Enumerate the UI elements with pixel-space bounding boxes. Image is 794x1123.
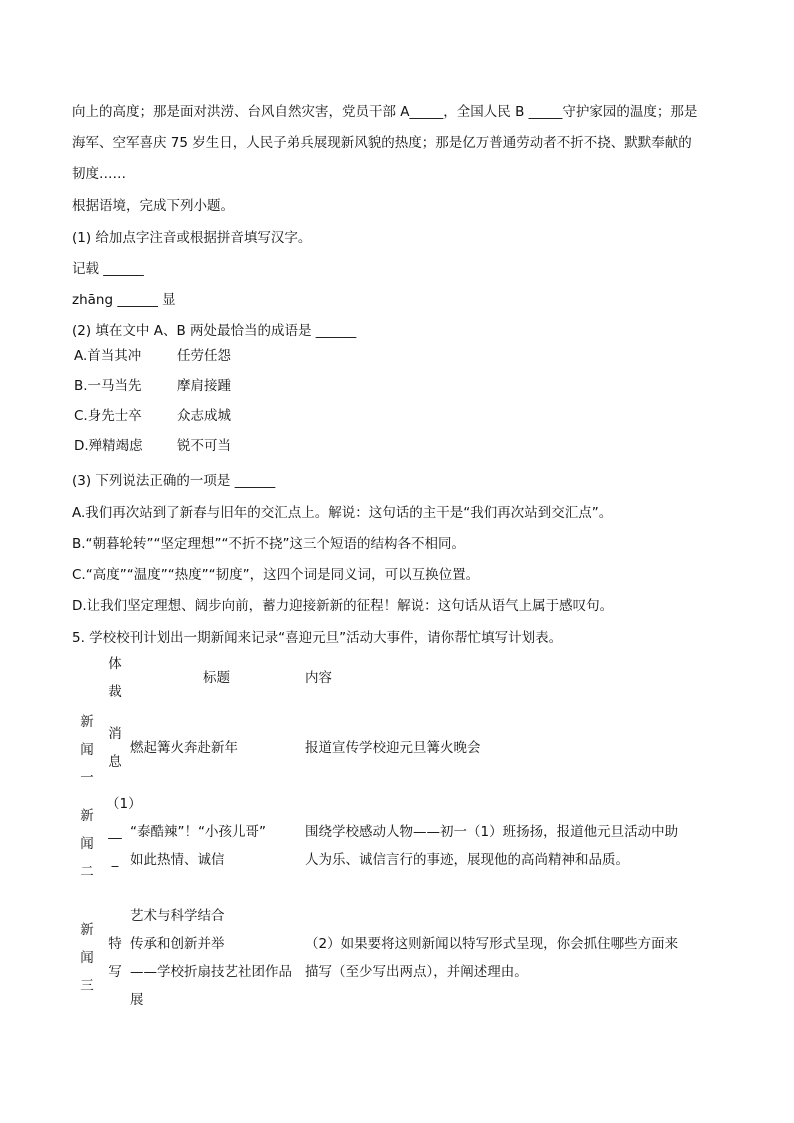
- q3-option-b: B.“朝暮轮转”“坚定理想”“不折不挠”这三个短语的结构各不相同。: [72, 536, 466, 552]
- row-genre-2: （1）___: [106, 796, 142, 868]
- row-label-1: 新闻一: [80, 714, 94, 786]
- row-title-3-line2: 传承和创新并举: [130, 936, 225, 952]
- q1-item-2: zhāng ______ 显: [72, 292, 176, 308]
- row-genre-1: 消息: [108, 726, 122, 770]
- passage-line-1: 向上的高度；那是面对洪涝、台风自然灾害，党员干部 A_____，全国人民 B _____守护家园的温度；那是: [72, 104, 698, 120]
- q2-option-a-right: 任劳任怨: [177, 348, 231, 364]
- q2-option-b-right: 摩肩接踵: [177, 378, 231, 394]
- q2-option: [74, 406, 231, 426]
- passage-line-2: 海军、空军喜庆 75 岁生日，人民子弟兵展现新风貌的热度；那是亿万普通劳动者不折不挠、默默奉献的: [72, 135, 692, 151]
- q3-option-d: D.让我们坚定理想、阔步向前，蓄力迎接新新的征程！解说：这句话从语气上属于感叹句。: [72, 598, 614, 614]
- header-title: 标题: [203, 670, 230, 686]
- q1-item-1: 记载 ______: [72, 261, 144, 277]
- q5-title: 5. 学校校刊计划出一期新闻来记录“喜迎元旦”活动大事件，请你帮忙填写计划表。: [72, 630, 563, 646]
- q2-option-a-left: A.首当其冲: [74, 348, 142, 364]
- row-label-2: 新闻二: [80, 808, 94, 880]
- row-title-3-line3: ——学校折扇技艺社团作品: [130, 964, 292, 980]
- row-content-2-line2: 人为乐、诚信言行的事迹，展现他的高尚精神和品质。: [305, 852, 629, 868]
- q2-option-d-right: 锐不可当: [177, 438, 231, 454]
- q2-option-c-right: 众志成城: [177, 408, 231, 424]
- q2-option-b-left: B.一马当先: [74, 378, 142, 394]
- row-content-3-line2: 描写（至少写出两点），并阐述理由。: [305, 964, 528, 980]
- row-content-2-line1: 围绕学校感动人物——初一（1）班扬扬，报道他元旦活动中助: [305, 824, 679, 840]
- row-title-2-line2: 如此热情、诚信: [130, 852, 225, 868]
- row-title-2-line1: “泰酷辣”！“小孩儿哥”: [130, 824, 266, 840]
- row-title-1: 燃起篝火奔赴新年: [130, 740, 238, 756]
- row-label-3: 新闻三: [80, 922, 94, 994]
- q3-option-c: C.“高度”“温度”“热度”“韧度”，这四个词是同义词，可以互换位置。: [72, 567, 480, 583]
- row-content-1: 报道宣传学校迎元旦篝火晚会: [305, 740, 481, 756]
- q2-option: [74, 376, 231, 396]
- row-content-3-line1: （2）如果要将这则新闻以特写形式呈现，你会抓住哪些方面来: [305, 936, 679, 952]
- q2-option-c-left: C.身先士卒: [74, 408, 142, 424]
- q3-option-a: A.我们再次站到了新春与旧年的交汇点上。解说：这句话的主干是“我们再次站到交汇点”。: [72, 505, 613, 521]
- q1-title: (1) 给加点字注音或根据拼音填写汉字。: [72, 230, 312, 246]
- q3-title: (3) 下列说法正确的一项是 ______: [72, 473, 276, 489]
- instruction-text: 根据语境，完成下列小题。: [72, 198, 234, 214]
- q2-option: [74, 346, 231, 366]
- q2-option: [74, 436, 231, 456]
- q2-title: (2) 填在文中 A、B 两处最恰当的成语是 ______: [72, 323, 357, 339]
- passage-line-3: 韧度……: [72, 166, 126, 182]
- header-content: 内容: [305, 670, 332, 686]
- q2-option-d-left: D.殚精竭虑: [74, 438, 143, 454]
- header-genre: 体裁: [108, 656, 122, 700]
- row-genre-3: 特写: [108, 936, 122, 980]
- row-title-3-line1: 艺术与科学结合: [130, 908, 225, 924]
- row-title-3-line4: 展: [130, 992, 144, 1008]
